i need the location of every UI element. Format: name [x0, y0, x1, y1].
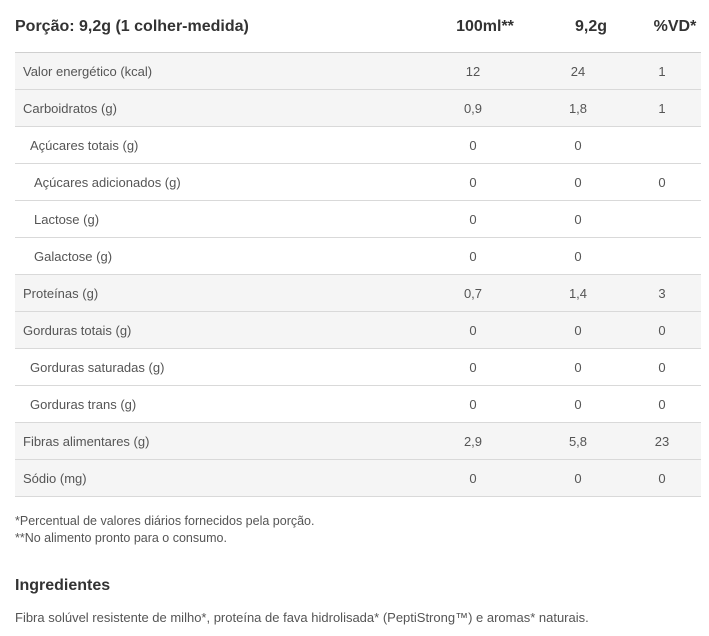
table-header	[15, 18, 701, 42]
row-label: Galactose (g)	[34, 249, 113, 264]
ingredients-title: Ingredientes	[15, 577, 111, 594]
value-vd: 1	[658, 64, 666, 79]
row-label: Valor energético (kcal)	[23, 64, 153, 79]
table-row	[15, 53, 701, 90]
table-row	[15, 164, 701, 201]
table-row	[15, 349, 701, 386]
row-label: Fibras alimentares (g)	[23, 434, 150, 449]
value-vd: 23	[654, 434, 670, 449]
value-portion: 0	[574, 212, 582, 227]
value-100ml: 0	[469, 212, 477, 227]
table-row	[15, 275, 701, 312]
value-100ml: 0,9	[463, 101, 483, 116]
table-row	[15, 201, 701, 238]
value-portion: 0	[574, 175, 582, 190]
value-100ml: 0,7	[463, 286, 483, 301]
value-portion: 0	[574, 471, 582, 486]
footnote-vd: *Percentual de valores diários fornecidos pela porção.	[15, 514, 315, 528]
value-vd: 0	[658, 175, 666, 190]
value-vd: 1	[658, 101, 666, 116]
footnote-ready: **No alimento pronto para o consumo.	[15, 531, 227, 545]
value-vd: 0	[658, 471, 666, 486]
footnotes	[15, 513, 314, 547]
value-vd: 0	[658, 323, 666, 338]
value-portion: 0	[574, 249, 582, 264]
table-row	[15, 460, 701, 497]
portion-heading: Porção: 9,2g (1 colher-medida)	[15, 18, 249, 35]
table-row	[15, 312, 701, 349]
value-portion: 0	[574, 138, 582, 153]
value-100ml: 0	[469, 397, 477, 412]
column-header-portion: 9,2g	[574, 18, 607, 35]
row-label: Gorduras trans (g)	[30, 397, 137, 412]
value-vd: 3	[658, 286, 666, 301]
row-label: Gorduras totais (g)	[23, 323, 132, 338]
value-100ml: 0	[469, 471, 477, 486]
row-label: Açúcares adicionados (g)	[34, 175, 181, 190]
value-vd: 0	[658, 360, 666, 375]
row-label: Gorduras saturadas (g)	[30, 360, 165, 375]
table-row	[15, 386, 701, 423]
value-100ml: 2,9	[463, 434, 483, 449]
table-row	[15, 90, 701, 127]
value-portion: 0	[574, 323, 582, 338]
ingredients-text: Fibra solúvel resistente de milho*, proteína de fava hidrolisada* (PeptiStrong™) e aromas* naturais.	[15, 610, 589, 625]
value-portion: 0	[574, 397, 582, 412]
value-portion: 0	[574, 360, 582, 375]
value-100ml: 0	[469, 175, 477, 190]
nutrition-table	[15, 52, 701, 497]
value-100ml: 0	[469, 323, 477, 338]
value-100ml: 12	[465, 64, 481, 79]
value-portion: 24	[570, 64, 586, 79]
value-100ml: 0	[469, 138, 477, 153]
column-header-100ml: 100ml**	[456, 18, 514, 35]
value-portion: 1,4	[568, 286, 588, 301]
value-100ml: 0	[469, 249, 477, 264]
row-label: Sódio (mg)	[23, 471, 87, 486]
row-label: Açúcares totais (g)	[30, 138, 139, 153]
row-label: Carboidratos (g)	[23, 101, 117, 116]
row-label: Proteínas (g)	[23, 286, 99, 301]
row-label: Lactose (g)	[34, 212, 100, 227]
value-portion: 1,8	[568, 101, 588, 116]
table-row	[15, 238, 701, 275]
value-vd: 0	[658, 397, 666, 412]
table-row	[15, 127, 701, 164]
value-100ml: 0	[469, 360, 477, 375]
value-portion: 5,8	[568, 434, 588, 449]
table-row	[15, 423, 701, 460]
column-header-vd: %VD*	[653, 18, 697, 35]
